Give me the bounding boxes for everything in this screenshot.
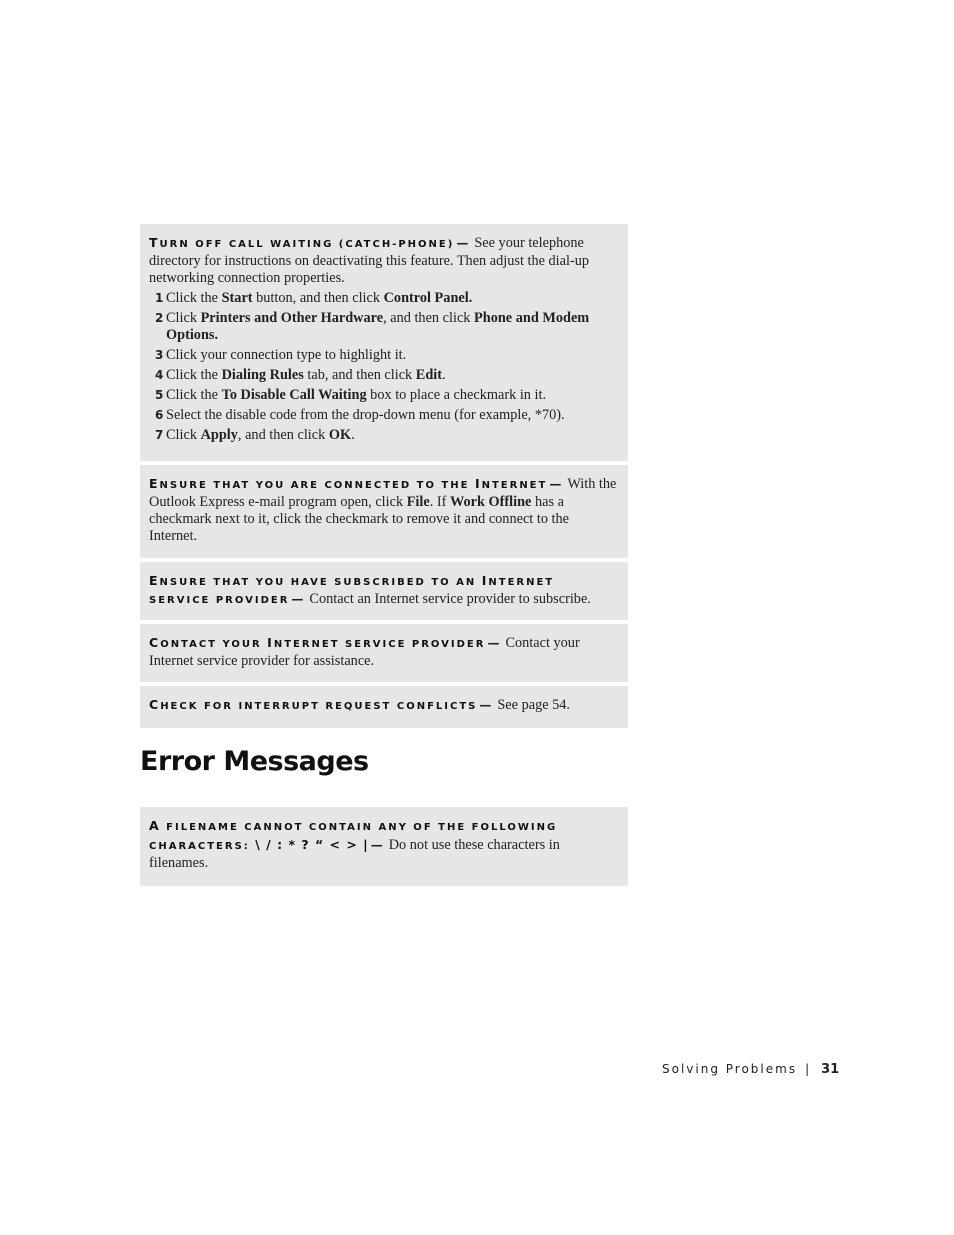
call-waiting-text: See your telephone directory for instructions on deactivating this feature. Then adjust the dial-up networking connection properties. — [149, 235, 590, 286]
footer-section: Solving Problems — [662, 1062, 798, 1076]
filename-box — [140, 807, 628, 886]
step-item: 5 Click the To Disable Call Waiting box to place a checkmark in it. — [155, 387, 547, 403]
step-item: 4 Click the Dialing Rules tab, and then click Edit. — [155, 367, 446, 383]
filename-paragraph: A FILENAME CANNOT CONTAIN ANY OF THE FOLLOWING CHARACTERS: \ / : * ? “ < > | — Do not use these characters in filenames. — [149, 818, 560, 871]
subscribed-heading: ENSURE THAT YOU HAVE SUBSCRIBED TO AN INTERNET SERVICE PROVIDER — [149, 573, 555, 606]
contact-box — [140, 624, 628, 682]
interrupt-box — [140, 686, 628, 728]
call-waiting-steps — [149, 290, 618, 444]
section-title: Error Messages — [140, 746, 369, 777]
call-waiting-heading: TURN OFF CALL WAITING (CATCH-PHONE) — [149, 235, 455, 250]
interrupt-heading: CHECK FOR INTERRUPT REQUEST CONFLICTS — [149, 697, 478, 712]
call-waiting-paragraph: TURN OFF CALL WAITING (CATCH-PHONE) — See your telephone directory for instructions on deactivating this feature. Then adjust the dial-up networking connection properties. — [149, 235, 590, 286]
step-item: 7 Click Apply, and then click OK. — [155, 427, 355, 443]
subscribed-box — [140, 562, 628, 620]
footer-separator: | — [805, 1062, 812, 1076]
step-item: 6 Select the disable code from the drop-down menu (for example, *70). — [155, 407, 565, 423]
contact-paragraph: CONTACT YOUR INTERNET SERVICE PROVIDER — Contact your Internet service provider for assistance. — [149, 635, 580, 669]
call-waiting-box — [140, 224, 628, 461]
connected-box — [140, 465, 628, 558]
interrupt-paragraph: CHECK FOR INTERRUPT REQUEST CONFLICTS — See page 54. — [149, 697, 571, 713]
connected-paragraph: ENSURE THAT YOU ARE CONNECTED TO THE INTERNET — With the Outlook Express e-mail program open, click File. If Work Offline has a checkmark next to it, click the checkmark to remove it and connect to the Internet. — [149, 476, 617, 544]
filename-heading: A FILENAME CANNOT CONTAIN ANY OF THE FOLLOWING CHARACTERS: \ / : * ? “ < > | — [149, 818, 558, 852]
page-footer — [662, 1062, 839, 1077]
connected-heading: ENSURE THAT YOU ARE CONNECTED TO THE INTERNET — [149, 476, 548, 491]
contact-heading: CONTACT YOUR INTERNET SERVICE PROVIDER — [149, 635, 486, 650]
subscribed-paragraph: ENSURE THAT YOU HAVE SUBSCRIBED TO AN INTERNET SERVICE PROVIDER — Contact an Internet service provider to subscribe. — [149, 573, 591, 607]
step-item: 3 Click your connection type to highlight it. — [155, 347, 407, 363]
step-item: 1 Click the Start button, and then click Control Panel. — [155, 290, 473, 306]
step-item: 2 Click Printers and Other Hardware, and then click Phone and Modem Options. — [155, 310, 590, 343]
page-number: 31 — [821, 1062, 840, 1077]
